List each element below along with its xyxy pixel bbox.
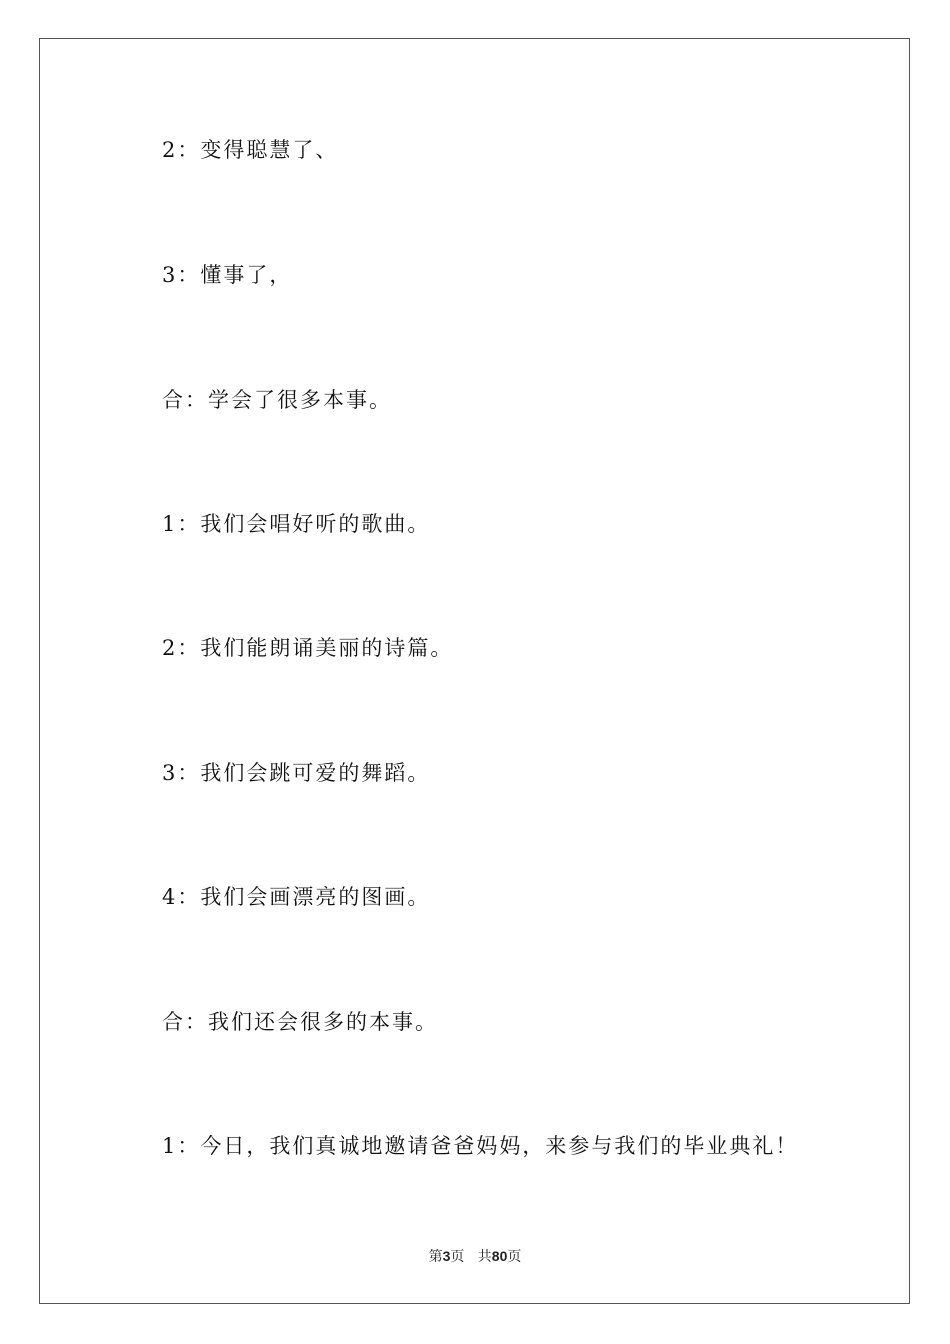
page-footer <box>0 1249 950 1264</box>
text-line: 3：懂事了， <box>162 263 293 287</box>
text-line: 2：变得聪慧了、 <box>162 138 339 162</box>
text-line: 2：我们能朗诵美丽的诗篇。 <box>162 636 454 660</box>
current-page-number: 3 <box>442 1248 451 1264</box>
text-line: 1：我们会唱好听的歌曲。 <box>162 512 431 536</box>
page-border <box>39 38 910 1304</box>
text-line: 1：今日，我们真诚地邀请爸爸妈妈，来参与我们的毕业典礼！ <box>162 1134 799 1158</box>
text-line: 3：我们会跳可爱的舞蹈。 <box>162 761 431 785</box>
text-line: 合：我们还会很多的本事。 <box>162 1010 438 1034</box>
text-line: 合：学会了很多本事。 <box>162 388 392 412</box>
text-line: 4：我们会画漂亮的图画。 <box>162 885 431 909</box>
total-page-number: 80 <box>491 1248 508 1264</box>
total-label-prefix: 共 <box>477 1249 492 1265</box>
page-label-prefix: 第 <box>428 1249 443 1265</box>
total-label-suffix: 页 <box>507 1249 522 1265</box>
page-label-suffix: 页 <box>450 1249 465 1265</box>
